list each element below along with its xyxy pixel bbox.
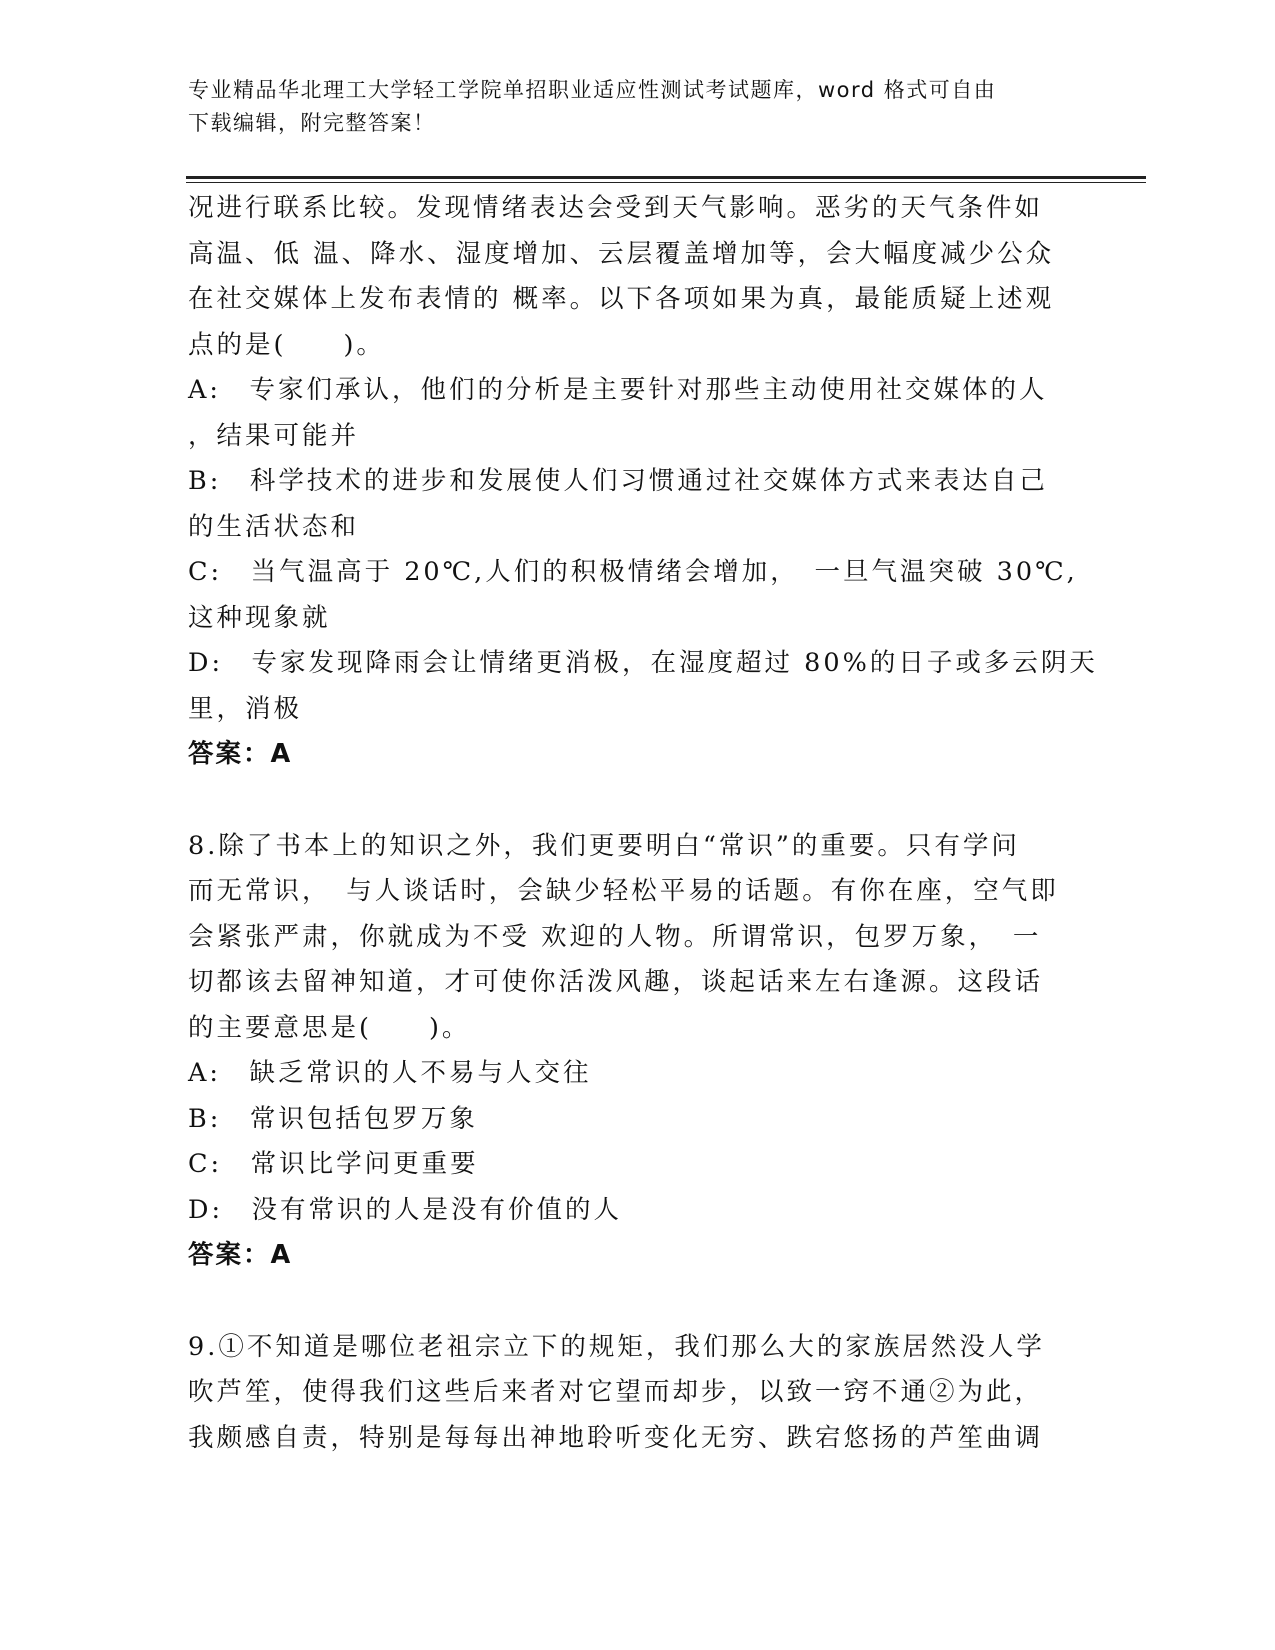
option-line: 里，消极	[188, 693, 303, 724]
question-stem-line: 在社交媒体上发布表情的 概率。以下各项如果为真，最能质疑上述观	[188, 284, 1055, 314]
option-line: 这种现象就	[188, 602, 331, 633]
question-stem-line: 而无常识， 与人谈话时，会缺少轻松平易的话题。有你在座，空气即	[188, 876, 1059, 906]
option-line: ，结果可能并	[188, 420, 360, 451]
option-line: C: 当气温高于 20℃,人们的积极情绪会增加， 一旦气温突破 30℃,	[188, 557, 1078, 587]
question-stem-line: 切都该去留神知道，才可使你活泼风趣，谈起话来左右逢源。这段话	[188, 967, 1044, 997]
option-d	[188, 641, 1098, 732]
option-b: B: 常识包括包罗万象	[188, 1103, 478, 1134]
answer-label: 答案：A	[188, 1240, 293, 1270]
option-a	[188, 368, 1088, 459]
question-stem-line: 8.除了书本上的知识之外，我们更要明白“常识”的重要。只有学问	[188, 830, 1020, 861]
question-stem-line: 高温、低 温、降水、湿度增加、云层覆盖增加等，会大幅度减少公众	[188, 238, 1055, 269]
option-d: D: 没有常识的人是没有价值的人	[188, 1194, 623, 1225]
question-stem-line: 吹芦笙，使得我们这些后来者对它望而却步，以致一窍不通②为此，	[188, 1377, 1044, 1407]
spacer	[188, 778, 1088, 824]
option-c	[188, 550, 1088, 641]
question-stem-line: 况进行联系比较。发现情绪表达会受到天气影响。恶劣的天气条件如	[188, 193, 1044, 223]
question-stem-line: 点的是( )。	[188, 329, 385, 360]
question-8	[188, 824, 1088, 1279]
question-stem-line: 我颇感自责，特别是每每出神地聆听变化无穷、跌宕悠扬的芦笙曲调	[188, 1422, 1044, 1453]
option-line: A: 专家们承认，他们的分析是主要针对那些主动使用社交媒体的人	[188, 375, 1048, 405]
option-a: A: 缺乏常识的人不易与人交往	[188, 1058, 592, 1088]
header-divider-thin	[186, 182, 1146, 183]
document-body	[188, 186, 1098, 1461]
question-stem-line: 的主要意思是( )。	[188, 1012, 471, 1043]
spacer	[188, 1279, 1088, 1325]
document-header	[188, 74, 1088, 140]
header-line-2: 下载编辑，附完整答案！	[188, 111, 436, 135]
header-divider-thick	[186, 176, 1146, 179]
option-c: C: 常识比学问更重要	[188, 1149, 479, 1179]
question-7	[188, 186, 1098, 778]
answer-label: 答案：A	[188, 739, 293, 769]
option-line: 的生活状态和	[188, 511, 360, 542]
question-stem-line: 9.①不知道是哪位老祖宗立下的规矩，我们那么大的家族居然没人学	[188, 1331, 1045, 1362]
question-9	[188, 1325, 1088, 1462]
option-b	[188, 459, 1088, 550]
question-stem-line: 会紧张严肃，你就成为不受 欢迎的人物。所谓常识，包罗万象， 一	[188, 921, 1042, 952]
option-line: D: 专家发现降雨会让情绪更消极，在湿度超过 80%的日子或多云阴天	[188, 648, 1098, 678]
option-line: B: 科学技术的进步和发展使人们习惯通过社交媒体方式来表达自己	[188, 466, 1048, 496]
header-line-1: 专业精品华北理工大学轻工学院单招职业适应性测试考试题库，word 格式可自由	[188, 78, 997, 102]
